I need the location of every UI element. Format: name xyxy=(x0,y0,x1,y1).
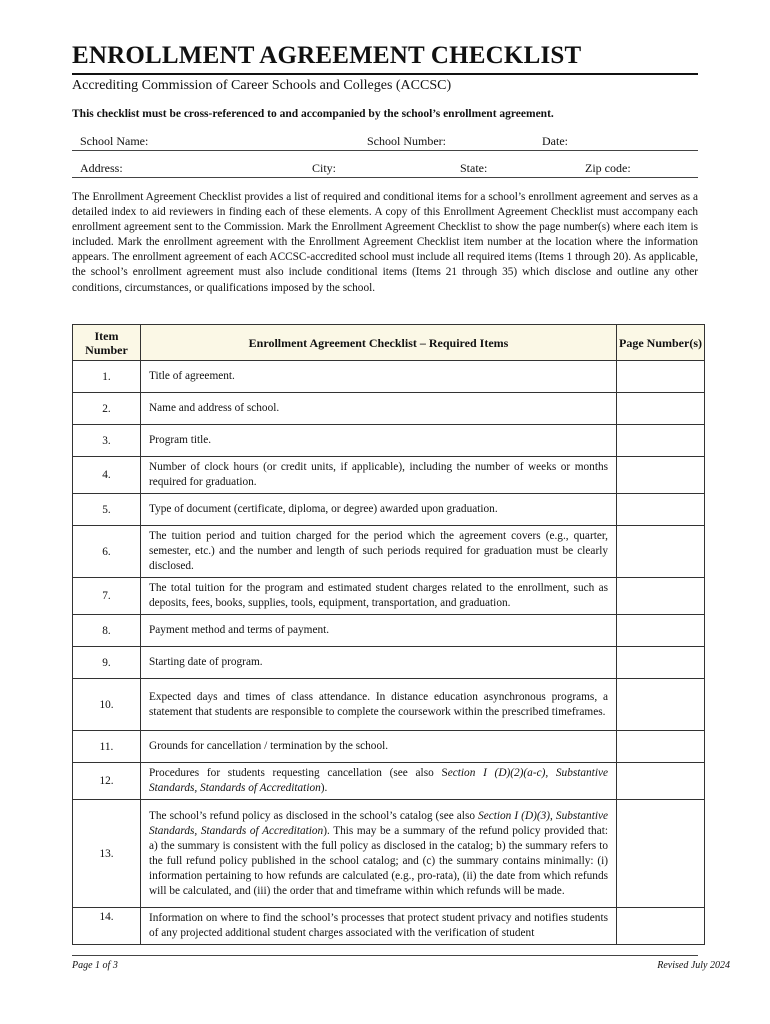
item-number: 7. xyxy=(73,578,141,615)
item-text: Starting date of program. xyxy=(141,647,617,679)
item-text: Name and address of school. xyxy=(141,393,617,425)
school-info-line[interactable] xyxy=(72,150,698,151)
table-row xyxy=(73,361,705,393)
page-number-cell[interactable] xyxy=(617,457,705,494)
item-number: 6. xyxy=(73,526,141,578)
page-number-cell[interactable] xyxy=(617,494,705,526)
item-text-part: ). xyxy=(320,782,328,794)
page-title: ENROLLMENT AGREEMENT CHECKLIST xyxy=(72,42,582,69)
item-text: Title of agreement. xyxy=(141,361,617,393)
table-row xyxy=(73,731,705,763)
page-number-cell[interactable] xyxy=(617,800,705,908)
item-number: 10. xyxy=(73,679,141,731)
item-text: Expected days and times of class attendance. In distance education asynchronous programs, a statement that students are responsible to complete the coursework within the prescribed timeframes. xyxy=(141,679,617,731)
item-text-part: Procedures for students requesting cancellation (see also S xyxy=(149,767,448,779)
table-row xyxy=(73,763,705,800)
table-row xyxy=(73,457,705,494)
item-number-header: Item Number xyxy=(73,325,141,361)
address-label: Address: xyxy=(80,161,123,175)
item-text xyxy=(141,800,617,908)
table-row xyxy=(73,647,705,679)
page-number-cell[interactable] xyxy=(617,731,705,763)
page-number-cell[interactable] xyxy=(617,647,705,679)
item-text: Payment method and terms of payment. xyxy=(141,615,617,647)
checklist-table xyxy=(72,324,705,945)
item-number: 13. xyxy=(73,800,141,908)
item-text: The tuition period and tuition charged for the period which the agreement covers (e.g., quarter, semester, etc.) and the number and length of such periods required for graduation must be clearly disclosed. xyxy=(141,526,617,578)
item-text-part: ). This may be a summary of the refund policy provided that: a) the summary is consistent with the full policy as disclosed in the catalog; b) the summary refers to the full refund policy published in the school catalog; and (c) the summary contains minimally: (i) information pertaining to how refunds are calculated (e.g., pro-rata), (ii) the date from which refunds will be calculated, and (iii) the order that and timeframe within which refunds will be made. xyxy=(149,824,608,897)
table-row xyxy=(73,615,705,647)
item-number: 14. xyxy=(73,908,141,945)
page-numbers-header: Page Number(s) xyxy=(617,325,705,361)
table-row xyxy=(73,393,705,425)
page-number-cell[interactable] xyxy=(617,393,705,425)
table-row xyxy=(73,526,705,578)
item-text xyxy=(141,763,617,800)
page-indicator: Page 1 of 3 xyxy=(72,960,118,971)
page-number-cell[interactable] xyxy=(617,679,705,731)
page-number-cell[interactable] xyxy=(617,425,705,457)
item-text-part: The school’s refund policy as disclosed in the school’s catalog (see also xyxy=(149,809,479,822)
item-number: 9. xyxy=(73,647,141,679)
table-row xyxy=(73,679,705,731)
table-row xyxy=(73,494,705,526)
table-row xyxy=(73,578,705,615)
table-row xyxy=(73,425,705,457)
item-number: 1. xyxy=(73,361,141,393)
table-row xyxy=(73,800,705,908)
organization-name: Accrediting Commission of Career Schools and Colleges (ACCSC) xyxy=(72,78,452,93)
state-label: State: xyxy=(460,161,488,175)
page-number-cell[interactable] xyxy=(617,908,705,945)
item-number: 5. xyxy=(73,494,141,526)
item-number: 4. xyxy=(73,457,141,494)
standards-reference: ection I (D)(2)(a-c), Substantive Standards, Standards of Accreditation xyxy=(149,767,608,794)
item-number: 3. xyxy=(73,425,141,457)
item-text: Program title. xyxy=(141,425,617,457)
page-number-cell[interactable] xyxy=(617,578,705,615)
item-number: 11. xyxy=(73,731,141,763)
zip-code-label: Zip code: xyxy=(585,161,631,175)
intro-paragraph: The Enrollment Agreement Checklist provides a list of required and conditional items for a school’s enrollment agreement and serves as a detailed index to aid reviewers in finding each of these elements. A copy of this Enrollment Agreement Checklist must accompany each enrollment agreement sent to the Commission. Mark the Enrollment Agreement Checklist to show the page number(s) where each item is included. Mark the enrollment agreement with the Enrollment Agreement Checklist item number at the location where the information appears. The enrollment agreement of each ACCSC-accredited school must include all required items (Items 1 through 20). As applicable, the school’s enrollment agreement must also include conditional items (Items 21 through 35) which disclose and outline any other conditions, circumstances, or qualifications imposed by the school. xyxy=(72,191,698,294)
date-label: Date: xyxy=(542,134,568,148)
page-number-cell[interactable] xyxy=(617,615,705,647)
footer-rule xyxy=(72,955,698,956)
item-text: Type of document (certificate, diploma, or degree) awarded upon graduation. xyxy=(141,494,617,526)
page-number-cell[interactable] xyxy=(617,361,705,393)
item-number: 8. xyxy=(73,615,141,647)
table-header-row xyxy=(73,325,705,361)
cross-reference-notice: This checklist must be cross-referenced to and accompanied by the school’s enrollment agreement. xyxy=(72,108,554,120)
school-name-label: School Name: xyxy=(80,134,149,148)
item-text: Information on where to find the school’s processes that protect student privacy and notifies students of any projected additional student charges associated with the verification of student xyxy=(141,908,617,945)
city-label: City: xyxy=(312,161,337,175)
item-number: 12. xyxy=(73,763,141,800)
required-items-header: Enrollment Agreement Checklist – Required Items xyxy=(141,325,617,361)
school-number-label: School Number: xyxy=(367,134,446,148)
item-text: Grounds for cancellation / termination by the school. xyxy=(141,731,617,763)
item-text: The total tuition for the program and estimated student charges related to the enrollment, such as deposits, fees, books, supplies, tools, equipment, transportation, and graduation. xyxy=(141,578,617,615)
table-row xyxy=(73,908,705,945)
page-number-cell[interactable] xyxy=(617,526,705,578)
page-number-cell[interactable] xyxy=(617,763,705,800)
revision-date: Revised July 2024 xyxy=(657,960,730,971)
address-info-line[interactable] xyxy=(72,177,698,178)
item-number: 2. xyxy=(73,393,141,425)
item-text: Number of clock hours (or credit units, if applicable), including the number of weeks or months required for graduation. xyxy=(141,457,617,494)
standards-reference: Section I (D)(3), Substantive Standards, Standards of Accreditation xyxy=(149,809,609,837)
title-rule xyxy=(72,73,698,75)
